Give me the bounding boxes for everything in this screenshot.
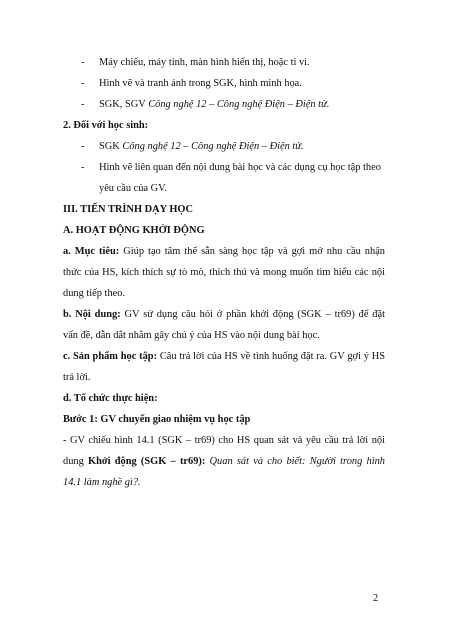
list-dash: -	[81, 99, 85, 110]
organize-heading: d. Tổ chức thực hiện:	[63, 393, 158, 404]
step1-line: 14.1 làm nghề gì?.	[63, 477, 141, 488]
list-item: SGK Công nghệ 12 – Công nghệ Điện – Điện tử.	[99, 141, 304, 152]
product-line: c. Sản phẩm học tập: Câu trả lời của HS về tình huống đặt ra. GV gợi ý HS	[63, 351, 385, 362]
goal-line: thức của HS, kích thích sự tò mò, thích thú và mong muốn tìm hiểu các nội	[63, 267, 385, 278]
activity-heading: A. HOẠT ĐỘNG KHỞI ĐỘNG	[63, 225, 205, 236]
product-line: trả lời.	[63, 372, 91, 383]
goal-line: a. Mục tiêu: Giúp tạo tâm thế sẵn sàng học tập và gợi mở nhu cầu nhận	[63, 246, 386, 257]
goal-line: dung tiếp theo.	[63, 288, 126, 299]
list-item: Hình vẽ và tranh ảnh trong SGK, hình minh họa.	[99, 78, 302, 89]
list-item: Máy chiếu, máy tính, màn hình hiển thị, hoặc ti vi.	[99, 57, 310, 68]
list-item: SGK, SGV Công nghệ 12 – Công nghệ Điện – Điện tử.	[99, 99, 330, 110]
content-line: vấn đề, dẫn dắt nhằm gây chú ý của HS vào nội dung bài học.	[63, 330, 320, 341]
list-dash: -	[81, 78, 85, 89]
step1-heading: Bước 1: GV chuyển giao nhiệm vụ học tập	[63, 414, 251, 425]
list-dash: -	[81, 57, 85, 68]
section-heading: III. TIẾN TRÌNH DẠY HỌC	[63, 204, 194, 215]
page-number: 2	[373, 593, 379, 604]
list-item: Hình vẽ liên quan đến nội dung bài học và các dụng cụ học tập theo	[99, 162, 381, 173]
step1-line: - GV chiếu hình 14.1 (SGK – tr69) cho HS quan sát và yêu cầu trả lời nội	[63, 435, 385, 446]
list-dash: -	[81, 141, 85, 152]
content-line: b. Nội dung: GV sử dụng câu hỏi ở phần khởi động (SGK – tr69) để đặt	[63, 309, 385, 320]
students-heading: 2. Đối với học sinh:	[63, 120, 149, 131]
list-item-continuation: yêu cầu của GV.	[99, 183, 167, 194]
list-dash: -	[81, 162, 85, 173]
step1-line: dung Khởi động (SGK – tr69): Quan sát và cho biết: Người trong hình	[63, 456, 385, 467]
